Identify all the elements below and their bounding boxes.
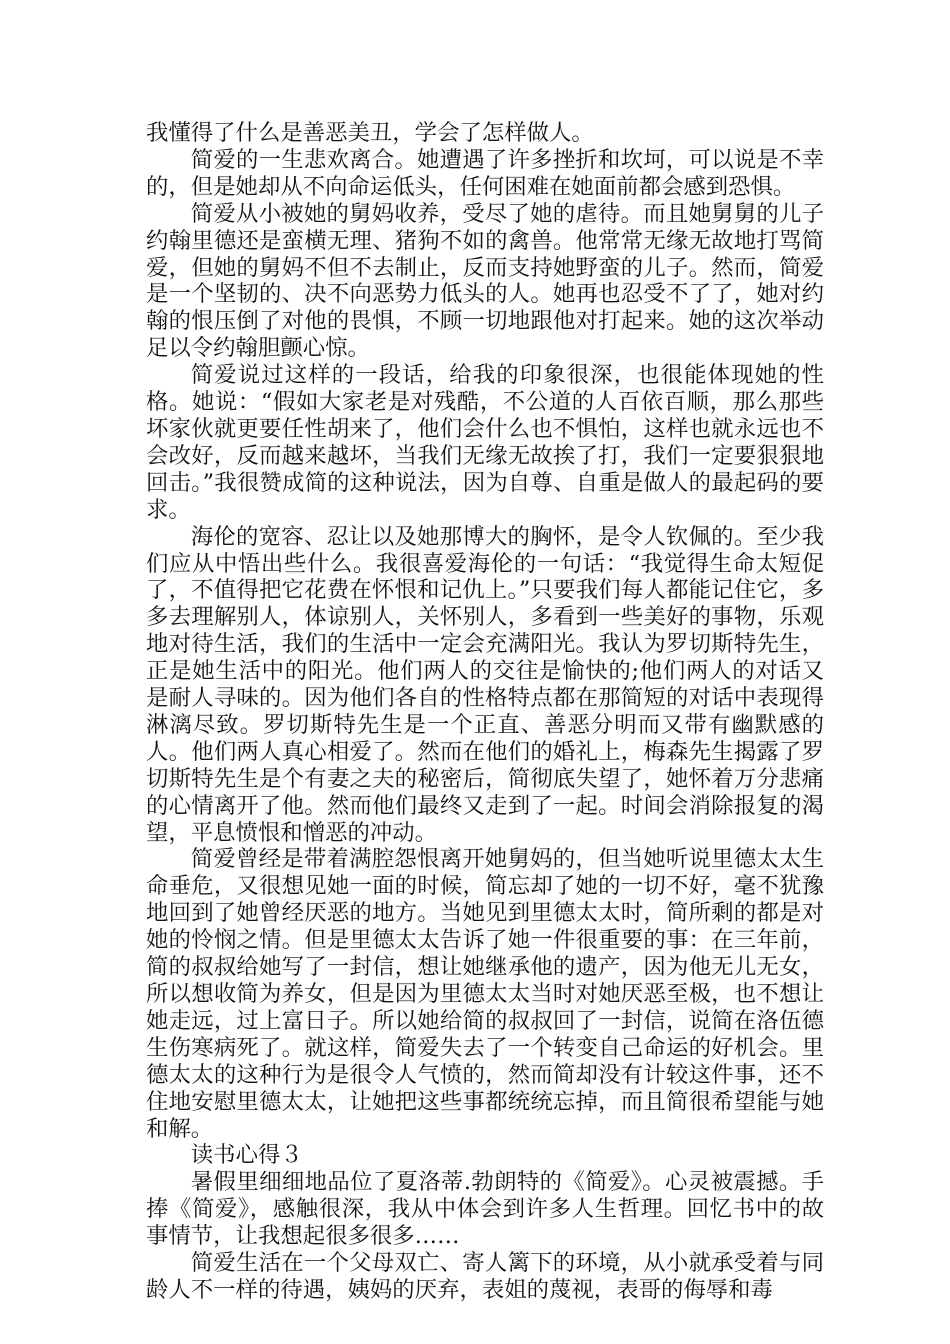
paragraph: 简爱的一生悲欢离合。她遭遇了许多挫折和坎坷，可以说是不幸的，但是她却从不向命运低头，任何困难在她面前都会感到恐惧。 <box>146 146 824 200</box>
paragraph: 暑假里细细地品位了夏洛蒂.勃朗特的《简爱》。心灵被震撼。手捧《简爱》，感触很深，我从中体会到许多人生哲理。回忆书中的故事情节，让我想起很多很多…… <box>146 1169 824 1250</box>
paragraph: 简爱说过这样的一段话，给我的印象很深，也很能体现她的性格。她说：“假如大家老是对残酷，不公道的人百依百顺，那么那些坏家伙就更要任性胡来了，他们会什么也不惧怕，这样也就永远也不会改好，反而越来越坏，当我们无缘无故挨了打，我们一定要狠狠地回击。”我很赞成简的这种说法，因为自尊、自重是做人的最起码的要求。 <box>146 362 824 523</box>
paragraph: 简爱生活在一个父母双亡、寄人篱下的环境，从小就承受着与同龄人不一样的待遇，姨妈的厌弃，表姐的蔑视，表哥的侮辱和毒 <box>146 1250 824 1303</box>
section-heading: 读书心得３ <box>190 1142 303 1169</box>
paragraph: 简爱曾经是带着满腔怨恨离开她舅妈的，但当她听说里德太太生命垂危，又很想见她一面的时候，简忘却了她的一切不好，毫不犹豫地回到了她曾经厌恶的地方。当她见到里德太太时，简所剩的都是对她的怜悯之情。但是里德太太告诉了她一件很重要的事：在三年前，简的叔叔给她写了一封信，想让她继承他的遗产，因为他无儿无女，所以想收简为养女，但是因为里德太太当时对她厌恶至极，也不想让她走远，过上富日子。所以她给简的叔叔回了一封信，说简在洛伍德生伤寒病死了。就这样，简爱失去了一个转变自己命运的好机会。里德太太的这种行为是很令人气愤的，然而简却没有计较这件事，还不住地安慰里德太太，让她把这些事都统统忘掉，而且简很希望能与她和解。 <box>146 846 824 1142</box>
paragraph: 海伦的宽容、忍让以及她那博大的胸怀，是令人钦佩的。至少我们应从中悟出些什么。我很喜爱海伦的一句话：“我觉得生命太短促了，不值得把它花费在怀恨和记仇上。”只要我们每人都能记住它，多多去理解别人，体谅别人，关怀别人，多看到一些美好的事物，乐观地对待生活，我们的生活中一定会充满阳光。我认为罗切斯特先生，正是她生活中的阳光。他们两人的交往是愉快的;他们两人的对话又是耐人寻味的。因为他们各自的性格特点都在那简短的对话中表现得淋漓尽致。罗切斯特先生是一个正直、善恶分明而又带有幽默感的人。他们两人真心相爱了。然而在他们的婚礼上，梅森先生揭露了罗切斯特先生是个有妻之夫的秘密后，简彻底失望了，她怀着万分悲痛的心情离开了他。然而他们最终又走到了一起。时间会消除报复的渴望，平息愤恨和憎恶的冲动。 <box>146 523 824 846</box>
paragraph-continuation: 我懂得了什么是善恶美丑，学会了怎样做人。 <box>146 120 594 146</box>
paragraph: 简爱从小被她的舅妈收养，受尽了她的虐待。而且她舅舅的儿子约翰里德还是蛮横无理、猪狗不如的禽兽。他常常无缘无故地打骂简爱，但她的舅妈不但不去制止，反而支持她野蛮的儿子。然而，简爱是一个坚韧的、决不向恶势力低头的人。她再也忍受不了了，她对约翰的恨压倒了对他的畏惧，不顾一切地跟他对打起来。她的这次举动足以令约翰胆颤心惊。 <box>146 200 824 362</box>
document-body <box>146 120 824 1304</box>
